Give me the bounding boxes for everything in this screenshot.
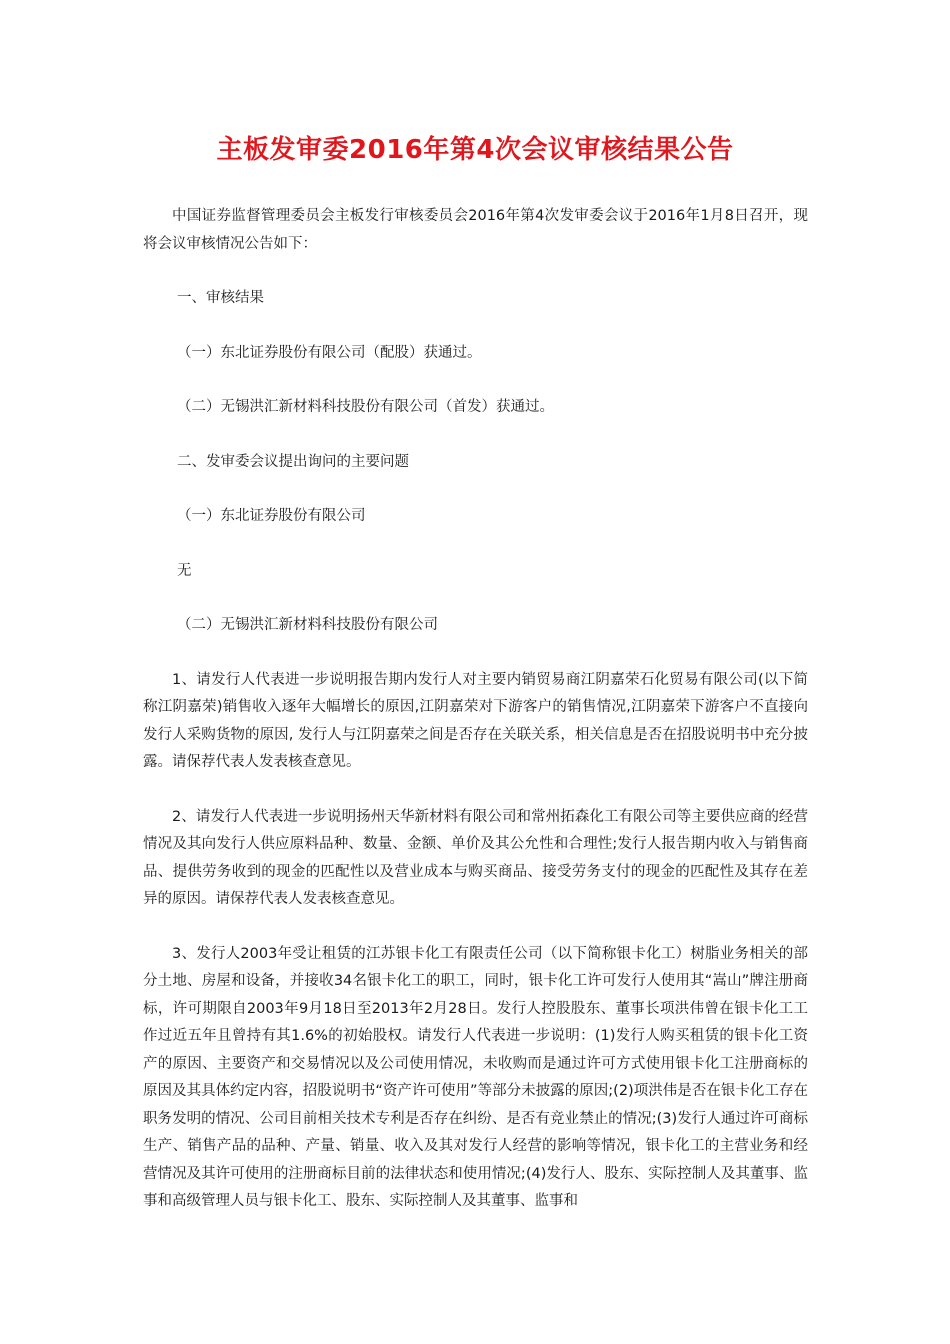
section-heading-results: 一、审核结果 [177, 290, 264, 306]
intro-paragraph: 中国证券监督管理委员会主板发行审核委员会2016年第4次发审委会议于2016年1月8日召开，现将会议审核情况公告如下： [143, 208, 808, 252]
question-1-paragraph: 1、请发行人代表进一步说明报告期内发行人对主要内销贸易商江阴嘉荣石化贸易有限公司(以下简称江阴嘉荣)销售收入逐年大幅增长的原因,江阴嘉荣对下游客户的销售情况,江阴嘉荣下游客户不直接向发行人采购货物的原因, 发行人与江阴嘉荣之间是否存在关联关系，相关信息是否在招股说明书中充分披露。请保荐代表人发表核查意见。 [143, 671, 808, 770]
section-heading-questions: 二、发审委会议提出询问的主要问题 [177, 453, 409, 470]
company-heading-1: （一）东北证券股份有限公司 [177, 508, 366, 524]
page-title: 主板发审委2016年第4次会议审核结果公告 [216, 135, 734, 165]
result-item-1: （一）东北证券股份有限公司（配股）获通过。 [177, 344, 482, 361]
question-3-paragraph: 3、发行人2003年受让租赁的江苏银卡化工有限责任公司（以下简称银卡化工）树脂业务相关的部分土地、房屋和设备，并接收34名银卡化工的职工，同时，银卡化工许可发行人使用其“嵩山”牌注册商标，许可期限自2003年9月18日至2013年2月28日。发行人控股股东、董事长项洪伟曾在银卡化工工作过近五年且曾持有其1.6%的初始股权。请发行人代表进一步说明：(1)发行人购买租赁的银卡化工资产的原因、主要资产和交易情况以及公司使用情况，未收购而是通过许可方式使用银卡化工注册商标的原因及其具体约定内容，招股说明书“资产许可使用”等部分未披露的原因;(2)项洪伟是否在银卡化工存在职务发明的情况、公司目前相关技术专利是否存在纠纷、是否有竞业禁止的情况;(3)发行人通过许可商标生产、销售产品的品种、产量、销量、收入及其对发行人经营的影响等情况，银卡化工的主营业务和经营情况及其许可使用的注册商标目前的法律状态和使用情况;(4)发行人、股东、实际控制人及其董事、监事和高级管理人员与银卡化工、股东、实际控制人及其董事、监事和 [143, 945, 808, 1209]
company-heading-2: （二）无锡洪汇新材料科技股份有限公司 [177, 617, 438, 633]
result-item-2: （二）无锡洪汇新材料科技股份有限公司（首发）获通过。 [177, 399, 554, 415]
document-body [143, 203, 808, 1216]
question-2-paragraph: 2、请发行人代表进一步说明扬州天华新材料有限公司和常州拓森化工有限公司等主要供应商的经营情况及其向发行人供应原料品种、数量、金额、单价及其公允性和合理性;发行人报告期内收入与销售商品、提供劳务收到的现金的匹配性以及营业成本与购买商品、接受劳务支付的现金的匹配性及其存在差异的原因。请保荐代表人发表核查意见。 [143, 808, 808, 907]
company-1-answer: 无 [177, 562, 192, 579]
